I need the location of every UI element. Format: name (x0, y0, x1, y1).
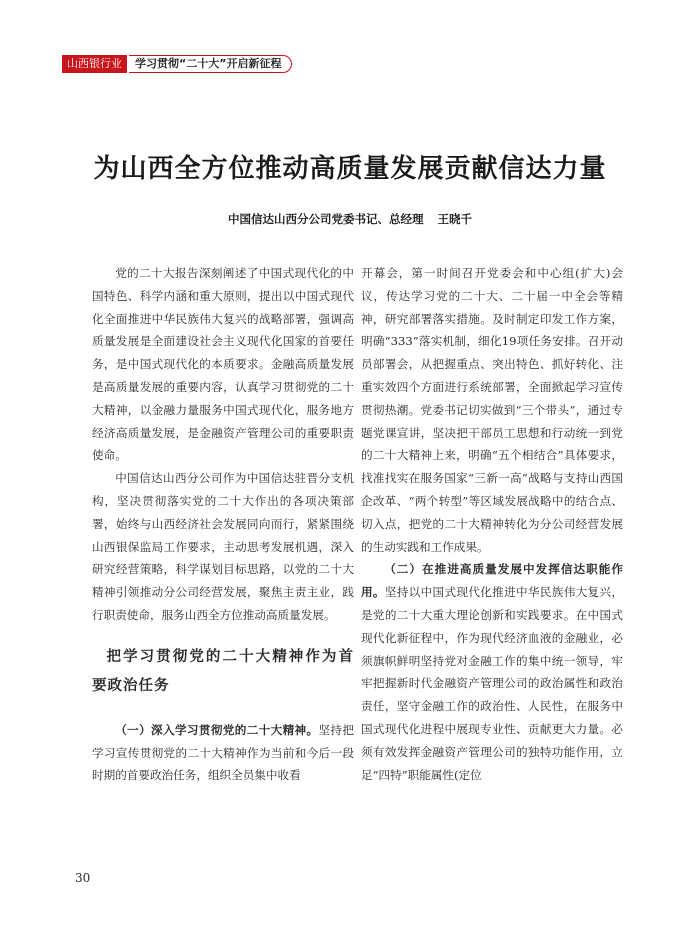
paragraph: 中国信达山西分公司作为中国信达驻晋分支机构，坚决贯彻落实党的二十大作出的各项决策部署，始终与山西经济社会发展同向而行，紧紧围绕山西银保监局工作要求，主动思考发展机遇，深入研究经营策略，科学谋划目标思路，以党的二十大精神引领推动分公司经营发展，聚焦主责主业，践行职责使命，服务山西全方位推动高质量发展。 (92, 471, 354, 622)
author-role: 中国信达山西分公司党委书记、总经理 (228, 212, 424, 226)
paragraph-text: 坚持以中国式现代化推进中华民族伟大复兴，是党的二十大重大理论创新和实践要求。在中国式现代化新征程中，作为现代经济血液的金融业，必须旗帜鲜明坚持党对金融工作的集中统一领导，牢牢把握新时代金融资产管理公司的政治属性和政治责任，坚守金融工作的政治性、人民性，在服务中国式现代化进程中展现专业性、贡献更大力量。必须有效发挥金融资产管理公司的独特功能作用，立足“四特”职能属性(定位 (361, 585, 623, 782)
right-column (361, 262, 623, 786)
page-number: 30 (75, 871, 91, 885)
byline (0, 211, 700, 227)
column-title: 学习贯彻“二十大”开启新征程 (129, 55, 292, 73)
section-heading: 把学习贯彻党的二十大精神作为首要政治任务 (92, 648, 354, 694)
author-name: 王晓千 (437, 212, 472, 226)
column-header (62, 55, 292, 73)
left-column (92, 262, 354, 787)
paragraph-text: 坚持把学习宣传贯彻党的二十大精神作为当前和今后一段时期的首要政治任务，组织全员集中收看 (92, 722, 354, 783)
paragraph (361, 558, 623, 786)
subsection-heading: （一）深入学习贯彻党的二十大精神。 (115, 722, 319, 737)
paragraph (92, 719, 354, 787)
paragraph: 开幕会，第一时间召开党委会和中心组(扩大)会议，传达学习党的二十大、二十届一中全会等精神，研究部署落实措施。及时制定印发工作方案，明确“333”落实机制，细化19项任务安排。召开动员部署会，从把握重点、突出特色、抓好转化、注重实效四个方面进行系统部署，全面掀起学习宣传贯彻热潮。党委书记切实做到“三个带头”，通过专题党课宣讲，坚决把干部员工思想和行动统一到党的二十大精神上来，明确“五个相结合”具体要求，找准找实在服务国家“三新一高”战略与支持山西国企改革、“两个转型”等区域发展战略中的结合点、切入点，把党的二十大精神转化为分公司经营发展的生动实践和工作成果。 (361, 266, 623, 554)
subsection-heading: （二）在推进高质量发展中发挥信达职能作用。 (361, 562, 623, 600)
article-title: 为山西全方位推动高质量发展贡献信达力量 (93, 154, 607, 184)
category-tag: 山西银行业 (62, 55, 127, 73)
paragraph: 党的二十大报告深刻阐述了中国式现代化的中国特色、科学内涵和重大原则，提出以中国式现代化全面推进中华民族伟大复兴的战略部署，强调高质量发展是全面建设社会主义现代化国家的首要任务，是中国式现代化的本质要求。金融高质量发展是高质量发展的重要内容，认真学习贯彻党的二十大精神，以金融力量服务中国式现代化，服务地方经济高质量发展，是金融资产管理公司的重要职责使命。 (92, 266, 354, 463)
